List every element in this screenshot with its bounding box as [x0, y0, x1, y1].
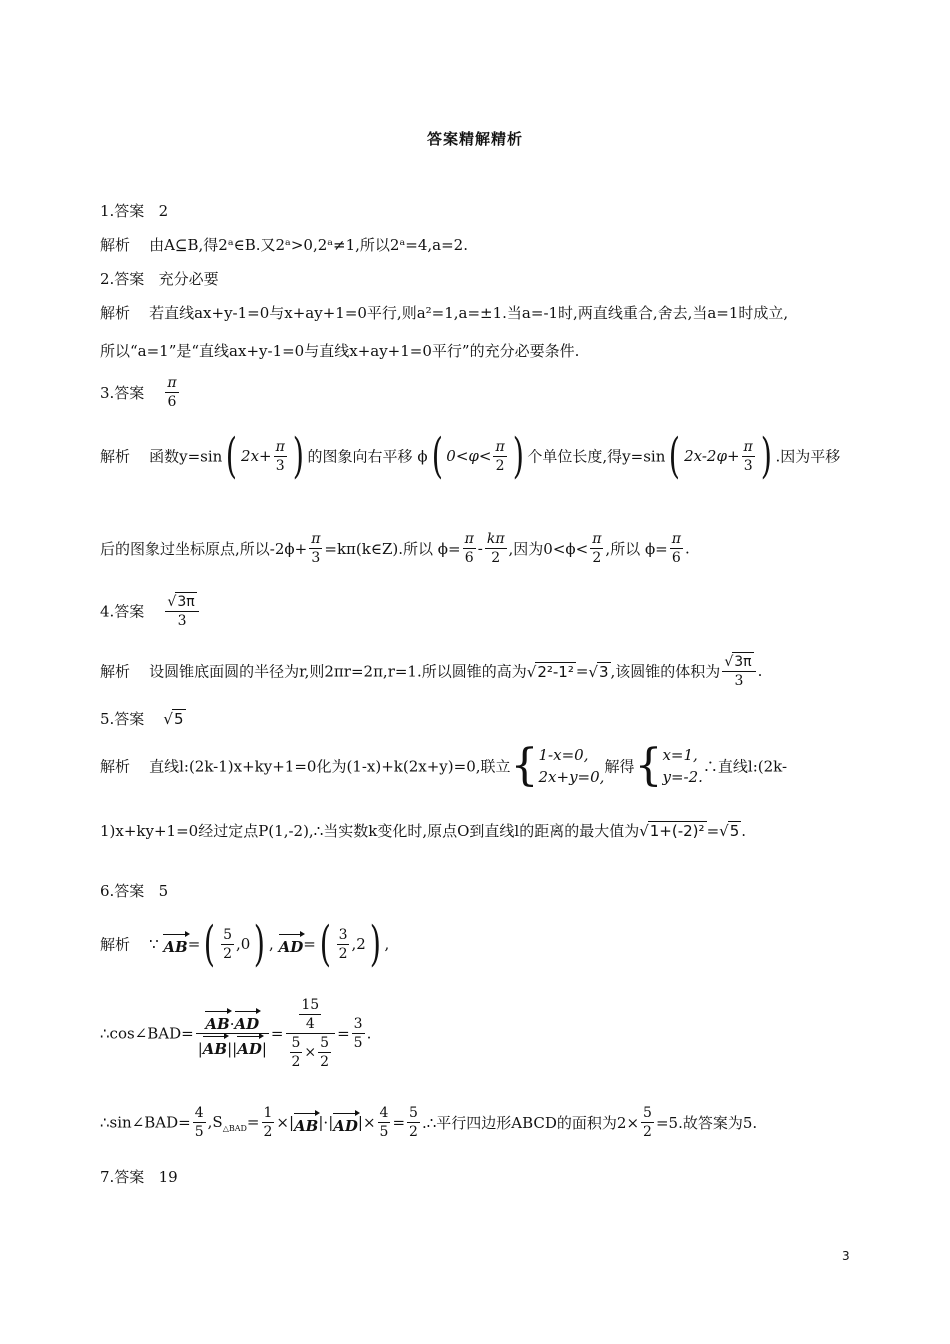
text: 直线l:(2k-1)x+ky+1=0化为(1-x)+k(2x+y)=0,联立 [149, 757, 511, 776]
right-paren: ) [369, 916, 381, 972]
fraction: $\frac{k\pi}{2}$ [486, 531, 505, 566]
right-paren: ) [512, 428, 524, 484]
cos-label: ∴cos∠BAD= [100, 1024, 194, 1043]
answer-value: 5 [158, 882, 169, 900]
fraction: $\frac{\pi}{6}$ [671, 531, 681, 566]
fraction: $\frac{5}{2}$ [643, 1105, 652, 1140]
fraction: $\frac{\pi}{6}$ [464, 531, 474, 566]
fraction: $\frac{3}{2}$ [338, 926, 348, 962]
q6-analysis-1: 解析 ∵ AB=( $\frac{5}{2}$ ,0) , AD=( $\frac{3}{2}$ ,2) , [100, 916, 390, 972]
answer-fraction: $\frac{\pi}{6}$ [167, 375, 177, 410]
sqrt-expr: 3 [598, 662, 609, 681]
q4-answer [100, 592, 201, 630]
compound-fraction: $\frac{15}{4}$ $\frac{5}{2}$ × $\frac{5}{2}$ [286, 996, 336, 1071]
analysis-label: 解析 [100, 304, 131, 322]
answer-value: 19 [158, 1168, 178, 1186]
text: ,该圆锥的体积为 [610, 662, 721, 681]
q3-answer [100, 374, 181, 411]
fraction: $\frac{AB\cdot AD}{|AB||AD|}$ [196, 1009, 269, 1058]
q3-analysis-1 [100, 428, 841, 484]
fraction: $\frac{1}{2}$ [263, 1105, 273, 1140]
analysis-label: 解析 [100, 447, 131, 466]
sin-label: ∴sin∠BAD= [100, 1113, 191, 1132]
page-title: 答案精解精析 [426, 130, 523, 148]
q2-analysis-2 [100, 340, 579, 361]
q1-answer [100, 200, 168, 221]
text: 个单位长度,得y=sin [527, 447, 666, 466]
analysis-label: 解析 [100, 236, 131, 254]
fraction: $\frac{3}{5}$ [353, 1016, 363, 1051]
answer-fraction: $\frac{√3\pi}{3}$ [165, 592, 198, 630]
fraction: $\frac{5}{2}$ [223, 926, 232, 962]
expr: 0<φ< [446, 447, 492, 465]
analysis-label: 解析 [100, 935, 131, 954]
q2-answer [100, 268, 219, 289]
page-number: 3 [842, 1249, 850, 1263]
answer-label: 6.答案 [100, 882, 145, 900]
right-paren: ) [760, 428, 772, 484]
left-paren: ( [319, 916, 331, 972]
text: ∴直线l:(2k- [702, 757, 788, 776]
q5-analysis-1 [100, 740, 788, 791]
vector-ad: AD [279, 932, 304, 956]
answer-label: 3.答案 [100, 384, 145, 402]
fraction: $\frac{\pi}{3}$ [275, 438, 285, 474]
answer-value: 充分必要 [158, 270, 219, 288]
text: 函数y=sin [149, 447, 223, 466]
fraction: $\frac{\pi}{3}$ [311, 531, 321, 566]
q5-analysis-2: 1)x+ky+1=0经过定点P(1,-2),∴当实数k变化时,原点O到直线l的距离的最大值为√1+(-2)² =√5 . [100, 822, 747, 840]
fraction: $\frac{5}{2}$ [409, 1105, 418, 1140]
expr: 2x-2φ+ [684, 447, 740, 465]
text: . [684, 539, 690, 558]
text: 设圆锥底面圆的半径为r,则2πr=2π,r=1.所以圆锥的高为 [149, 662, 527, 681]
text: =kπ(k∈Z).所以 ϕ= [324, 540, 461, 558]
analysis-text: 由A⊆B,得2ᵃ∈B.又2ᵃ>0,2ᵃ≠1,所以2ᵃ=4,a=2. [149, 236, 468, 254]
text: 后的图象过坐标原点,所以-2ϕ+ [100, 540, 308, 558]
equation-system: x=1, y=-2. [662, 746, 703, 786]
text: ,所以 ϕ= [605, 540, 668, 558]
left-paren: ( [669, 428, 681, 484]
fraction: $\frac{\pi}{3}$ [743, 438, 753, 474]
q6-analysis-sin: ∴sin∠BAD= $\frac{4}{5}$ $,S_{\triangle BAD}=$ $\frac{1}{2}$ ×|AB|·|AD|× $\frac{4}{5}$ = $\frac{5}{2}$ .∴平行四边形ABCD的面积为2× $\frac{5}{2}$ =5.故答案为5. [100, 1105, 758, 1140]
fraction: $\frac{\pi}{2}$ [592, 531, 602, 566]
vector-ab: AB [163, 932, 187, 956]
text: .因为平移 [775, 447, 841, 466]
sqrt-expr: 1+(-2)² [649, 822, 705, 840]
right-paren: ) [254, 916, 266, 972]
fraction: $\frac{4}{5}$ [194, 1105, 204, 1140]
answer-label: 5.答案 [100, 710, 145, 728]
fraction: $\frac{\pi}{2}$ [495, 438, 505, 474]
sqrt-expr: 2²-1² [537, 662, 574, 681]
right-paren: ) [292, 428, 304, 484]
q2-analysis-1 [100, 302, 788, 323]
fraction: $\frac{4}{5}$ [379, 1105, 389, 1140]
answer-value: 5 [173, 710, 184, 728]
answer-label: 4.答案 [100, 602, 145, 621]
answer-value: 2 [158, 202, 169, 220]
expr: 2x+ [241, 447, 272, 465]
q1-analysis [100, 234, 468, 255]
sqrt-expr: 5 [729, 822, 740, 840]
q6-analysis-cos: ∴cos∠BAD= $\frac{AB\cdot AD}{|AB||AD|}$ = $\frac{15}{4}$ $\frac{5}{2}$ × $\frac{5}{2}$ = $\frac{3}{5}$ . [100, 997, 372, 1070]
q6-answer [100, 880, 168, 901]
analysis-text: 若直线ax+y-1=0与x+ay+1=0平行,则a²=1,a=±1.当a=-1时,两直线重合,舍去,当a=1时成立, [149, 304, 789, 322]
left-paren: ( [204, 916, 216, 972]
text: 解得 [604, 757, 635, 776]
left-brace: { [510, 740, 539, 791]
answer-label: 1.答案 [100, 202, 145, 220]
text: 的图象向右平移 ϕ [307, 447, 428, 466]
analysis-label: 解析 [100, 662, 131, 681]
answer-label: 2.答案 [100, 270, 145, 288]
left-paren: ( [226, 428, 238, 484]
answer-label: 7.答案 [100, 1168, 145, 1186]
analysis-text: 所以“a=1”是“直线ax+y-1=0与直线x+ay+1=0平行”的充分必要条件. [100, 342, 580, 360]
equation-system: 1-x=0, 2x+y=0, [538, 746, 605, 786]
text: - [477, 539, 483, 558]
q3-analysis-2 [100, 530, 690, 567]
text: ,因为0<ϕ< [508, 540, 589, 558]
q7-answer [100, 1166, 178, 1187]
text: 1)x+ky+1=0经过定点P(1,-2),∴当实数k变化时,原点O到直线l的距离的最大值为 [100, 822, 640, 840]
fraction: $\frac{√3\pi}{3}$ [722, 652, 755, 690]
left-brace: { [634, 740, 663, 791]
q5-answer: 5.答案 √5 [100, 710, 184, 728]
q4-analysis: 解析 设圆锥底面圆的半径为r,则2πr=2π,r=1.所以圆锥的高为√2²-1² =√3 ,该圆锥的体积为 $\frac{√3\pi}{3}$ . [100, 654, 763, 689]
left-paren: ( [431, 428, 443, 484]
analysis-label: 解析 [100, 757, 131, 776]
